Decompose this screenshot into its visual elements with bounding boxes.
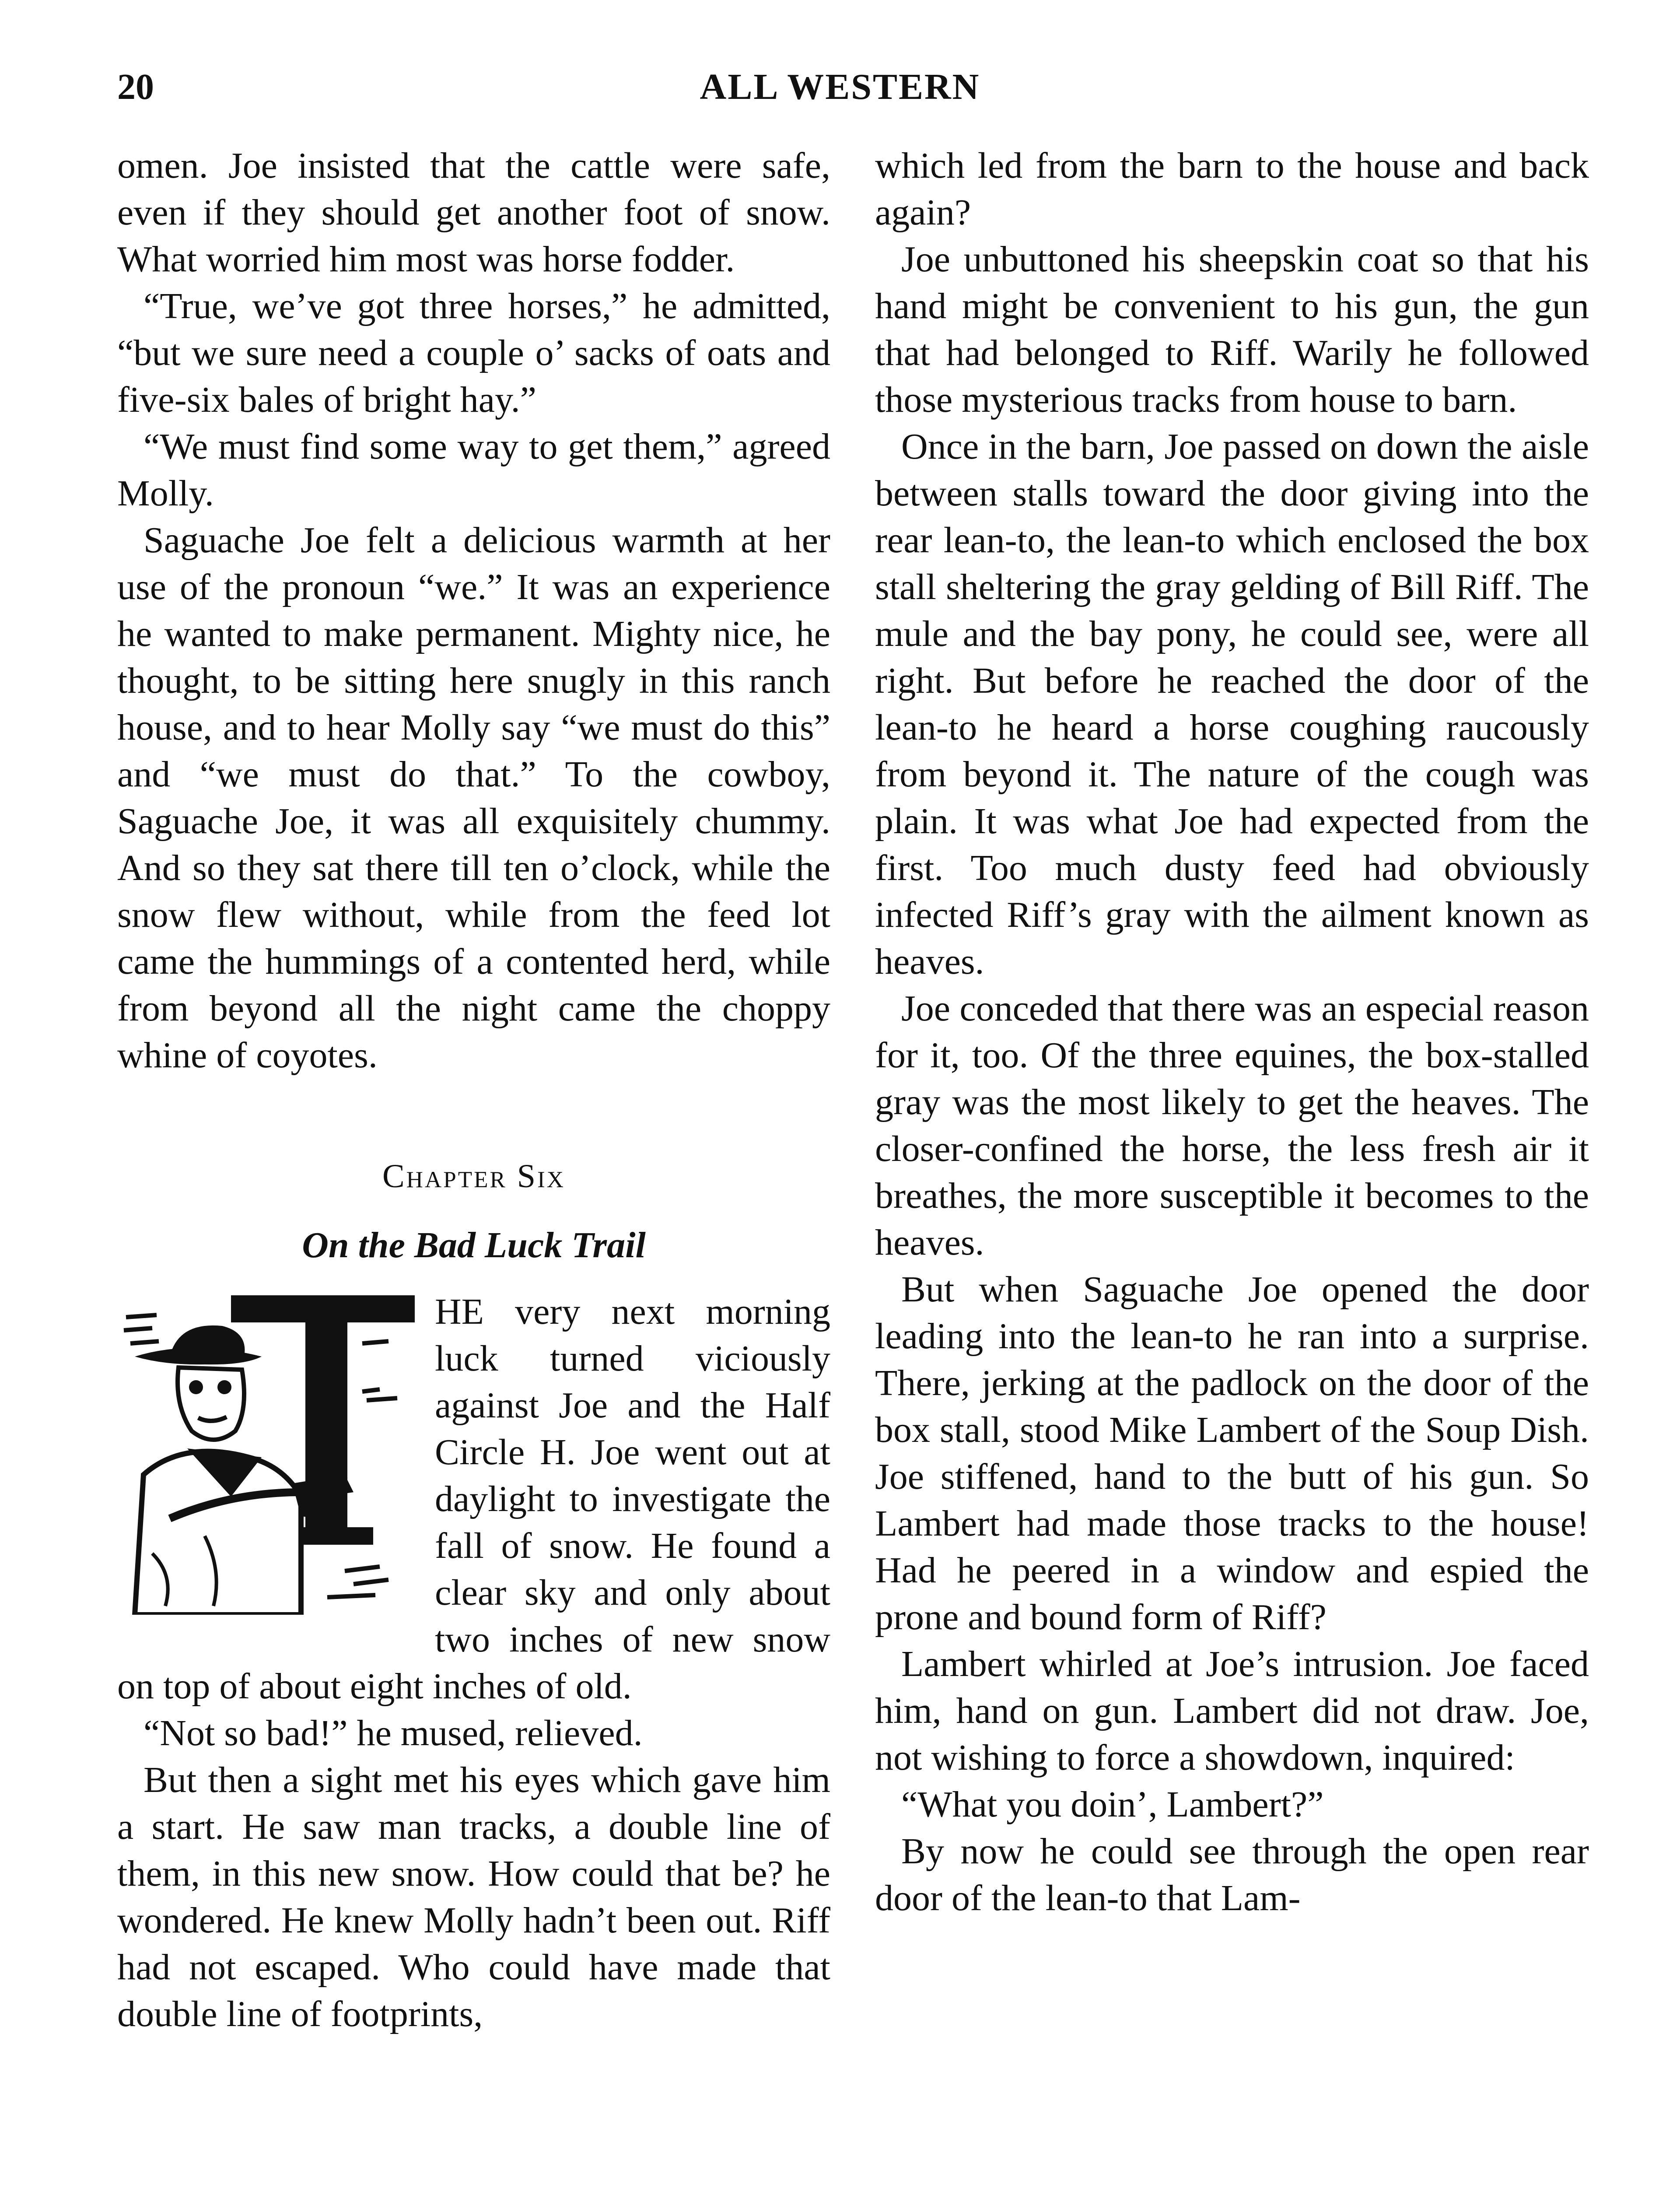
chapter-title: On the Bad Luck Trail: [302, 1225, 646, 1266]
paragraph: Joe unbuttoned his sheepskin coat so that his hand might be convenient to his gun, the gun that had belonged to Riff. Warily he followed those mysterious tracks from house to barn.: [875, 239, 1589, 420]
paragraph: “True, we’ve got three horses,” he admitted, “but we sure need a couple o’ sacks of oats and five-six bales of bright hay.”: [117, 286, 830, 420]
paragraph: HE very next morning luck turned viciously against Joe and the Half Circle H. Joe went out at daylight to investigate the fall of snow. He found a clear sky and only about two inches of new snow on top of about eight inches of old.: [117, 1291, 830, 1707]
paragraph: “We must find some way to get them,” agreed Molly.: [117, 426, 830, 514]
paragraph: omen. Joe insisted that the cattle were safe, even if they should get another foot of snow. What worried him most was horse fodder.: [117, 145, 830, 280]
paragraph: which led from the barn to the house and back again?: [875, 145, 1589, 233]
chapter-opening: [117, 1288, 830, 1710]
magazine-title: ALL WESTERN: [700, 67, 980, 107]
page-number: 20: [117, 67, 154, 107]
paragraph: Saguache Joe felt a delicious warmth at her use of the pronoun “we.” It was an experience he wanted to make permanent. Mighty nice, he thought, to be sitting here snugly in this ranch house, and to hear Molly say “we must do this” and “we must do that.” To the cowboy, Saguache Joe, it was all exquisitely chummy. And so they sat there till ten o’clock, while the snow flew without, while from the feed lot came the hummings of a contented herd, while from beyond all the night came the choppy whine of coyotes.: [117, 520, 830, 1076]
left-column: [117, 142, 830, 2037]
paragraph: “Not so bad!” he mused, relieved.: [144, 1713, 643, 1753]
paragraph: Once in the barn, Joe passed on down the aisle between stalls toward the door giving into the rear lean-to, the lean-to which enclosed the box stall sheltering the gray gelding of Bill Riff. The mule and the bay pony, he could see, were all right. But before he reached the door of the lean-to he heard a horse coughing raucously from beyond it. The nature of the cough was plain. It was what Joe had expected from the first. Too much dusty feed had obviously infected Riff’s gray with the ailment known as heaves.: [875, 426, 1589, 982]
paragraph: By now he could see through the open rear door of the lean-to that Lam-: [875, 1831, 1589, 1918]
paragraph: Joe conceded that there was an especial reason for it, too. Of the three equines, the box-stalled gray was the most likely to get the heaves. The closer-confined the horse, the less fresh air it breathes, the more susceptible it becomes to the heaves.: [875, 988, 1589, 1263]
page-header: [0, 66, 1680, 118]
paragraph: But when Saguache Joe opened the door leading into the lean-to he ran into a surprise. There, jerking at the padlock on the door of the box stall, stood Mike Lambert of the Soup Dish. Joe stiffened, hand to the butt of his gun. So Lambert had made those tracks to the house! Had he peered in a window and espied the prone and bound form of Riff?: [875, 1269, 1589, 1637]
paragraph: Lambert whirled at Joe’s intrusion. Joe faced him, hand on gun. Lambert did not draw. Joe, not wishing to force a showdown, inquired:: [875, 1644, 1589, 1778]
drop-cap-illustration: [117, 1291, 419, 1615]
paragraph: But then a sight met his eyes which gave him a start. He saw man tracks, a double line of them, in this new snow. How could that be? he wondered. He knew Molly hadn’t been out. Riff had not escaped. Who could have made that double line of footprints,: [117, 1760, 830, 2034]
paragraph: “What you doin’, Lambert?”: [901, 1784, 1324, 1825]
chapter-heading: Chapter Six: [382, 1158, 565, 1195]
right-column: [875, 142, 1589, 1922]
